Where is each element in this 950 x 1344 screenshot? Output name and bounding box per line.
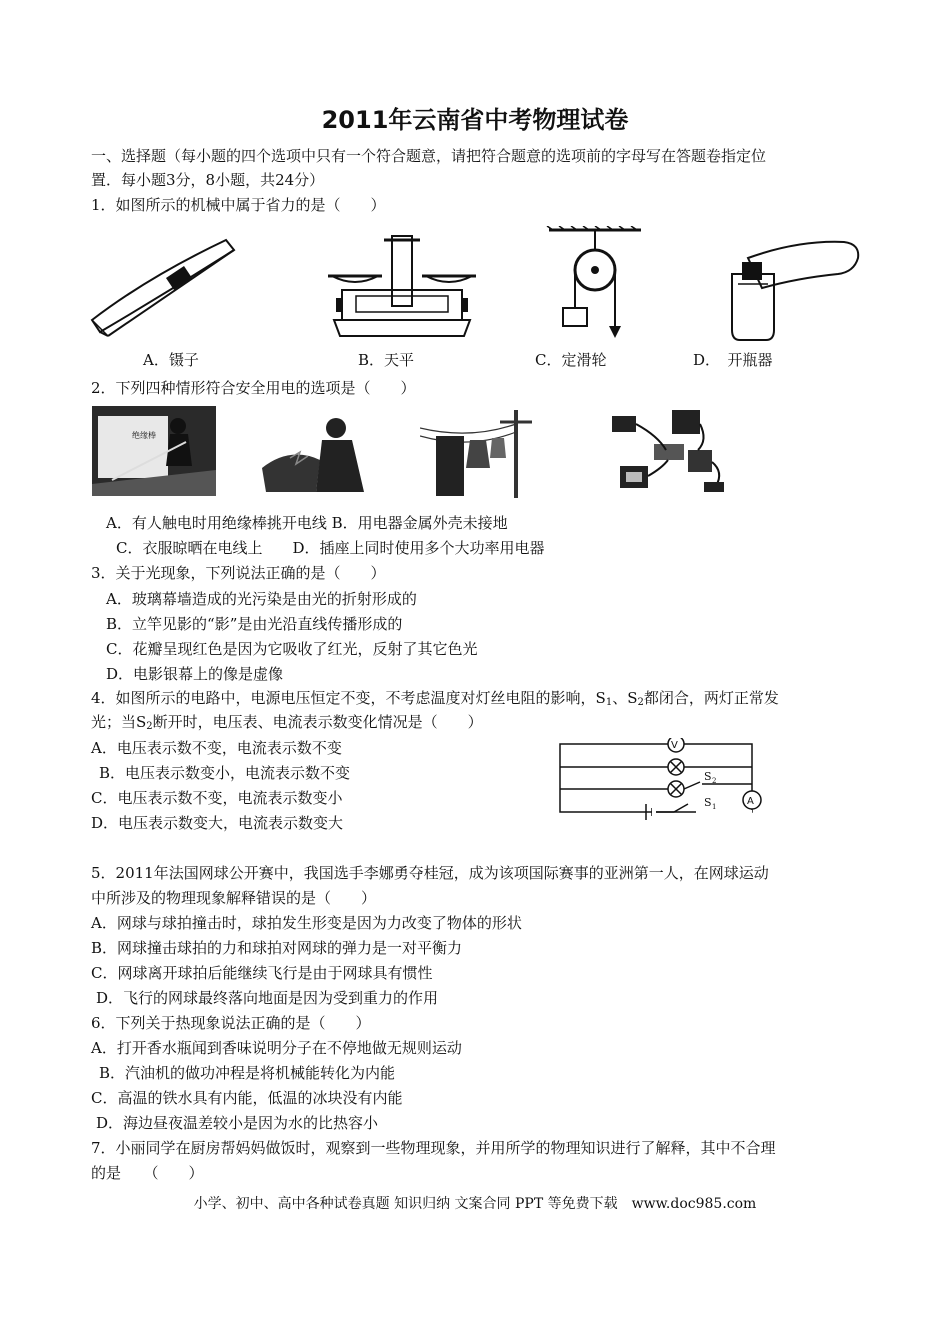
q1-option-b: B．天平 <box>358 351 415 369</box>
q6-option-b: B．汽油机的做功冲程是将机械能转化为内能 <box>99 1064 396 1082</box>
rescue-with-insulated-rod-photo <box>92 406 216 496</box>
q2-stem: 2．下列四种情形符合安全用电的选项是（ ） <box>91 379 416 397</box>
q4-stem-line2: 光；当$S_2$断开时，电压表、电流表示数变化情况是（ ） <box>91 713 483 732</box>
q6-option-d: D．海边昼夜温差较小是因为水的比热容小 <box>96 1114 379 1132</box>
tweezers-icon <box>88 232 238 342</box>
q6-stem: 6．下列关于热现象说法正确的是（ ） <box>91 1014 371 1032</box>
q3-option-c: C．花瓣呈现红色是因为它吸收了红光，反射了其它色光 <box>106 640 478 658</box>
q5-option-d: D．飞行的网球最终落向地面是因为受到重力的作用 <box>96 989 439 1007</box>
q4-option-d: D．电压表示数变大，电流表示数变大 <box>91 814 344 832</box>
q5-option-a: A．网球与球拍撞击时，球拍发生形变是因为力改变了物体的形状 <box>91 914 522 932</box>
section-instruction-line2: 置．每小题3分，8小题，共24分） <box>91 171 325 189</box>
switch1-sub: 1 <box>712 803 717 811</box>
ungrounded-appliance-photo <box>260 406 376 496</box>
section-instruction-line1: 一、选择题（每小题的四个选项中只有一个符合题意，请把符合题意的选项前的字母写在答题卷指定位 <box>91 147 767 165</box>
q7-stem-line2: 的是 （ ） <box>91 1164 204 1182</box>
q1-option-d: D． 开瓶器 <box>693 351 773 369</box>
clothes-on-power-line-photo <box>420 406 550 500</box>
q1-stem: 1．如图所示的机械中属于省力的是（ ） <box>91 196 386 214</box>
ammeter-label: A <box>747 796 754 807</box>
q4-circuit-diagram <box>556 738 772 822</box>
q3-option-b: B．立竿见影的“影”是由光沿直线传播形成的 <box>106 615 403 633</box>
overloaded-socket-photo <box>608 406 732 498</box>
q3-stem: 3．关于光现象，下列说法正确的是（ ） <box>91 564 386 582</box>
insulated-rod-label: 绝缘棒 <box>132 431 156 440</box>
q7-stem-line1: 7．小丽同学在厨房帮妈妈做饭时，观察到一些物理现象，并用所学的物理知识进行了解释，其中不合理 <box>91 1139 776 1157</box>
q3-option-a: A．玻璃幕墙造成的光污染是由光的折射形成的 <box>106 590 417 608</box>
switch2-label: S <box>704 770 712 783</box>
q1-option-c: C．定滑轮 <box>535 351 607 369</box>
balance-scale-icon <box>322 232 482 342</box>
switch1-label: S <box>704 796 712 809</box>
page-footer: 小学、初中、高中各种试卷真题 知识归纳 文案合同 PPT 等免费下载 www.doc985.com <box>193 1196 757 1212</box>
q2-options-line1: A．有人触电时用绝缘棒挑开电线 B．用电器金属外壳未接地 <box>106 514 508 532</box>
q5-option-c: C．网球离开球拍后能继续飞行是由于网球具有惯性 <box>91 964 433 982</box>
switch2-sub: 2 <box>712 777 717 785</box>
q4-option-a: A．电压表示数不变，电流表示数不变 <box>91 739 342 757</box>
q6-option-c: C．高温的铁水具有内能，低温的冰块没有内能 <box>91 1089 403 1107</box>
q6-option-a: A．打开香水瓶闻到香味说明分子在不停地做无规则运动 <box>91 1039 462 1057</box>
q4-option-b: B．电压表示数变小，电流表示数不变 <box>99 764 351 782</box>
q4-option-c: C．电压表示数不变，电流表示数变小 <box>91 789 343 807</box>
q1-option-a: A．镊子 <box>143 351 199 369</box>
bottle-opener-icon <box>718 234 863 344</box>
q2-options-line2: C．衣服晾晒在电线上 D．插座上同时使用多个大功率用电器 <box>116 539 545 557</box>
page-title: 2011年云南省中考物理试卷 <box>321 106 629 134</box>
fixed-pulley-icon <box>545 226 645 344</box>
q5-stem-line2: 中所涉及的物理现象解释错误的是（ ） <box>91 889 377 907</box>
q5-stem-line1: 5．2011年法国网球公开赛中，我国选手李娜勇夺桂冠，成为该项国际赛事的亚洲第一人，在网球运动 <box>91 864 769 882</box>
q3-option-d: D．电影银幕上的像是虚像 <box>106 665 284 683</box>
voltmeter-label: V <box>671 740 678 751</box>
q5-option-b: B．网球撞击球拍的力和球拍对网球的弹力是一对平衡力 <box>91 939 463 957</box>
q4-stem-line1: 4．如图所示的电路中，电源电压恒定不变，不考虑温度对灯丝电阻的影响，$S_1$、$S_2$都闭合，两灯正常发 <box>91 689 779 708</box>
